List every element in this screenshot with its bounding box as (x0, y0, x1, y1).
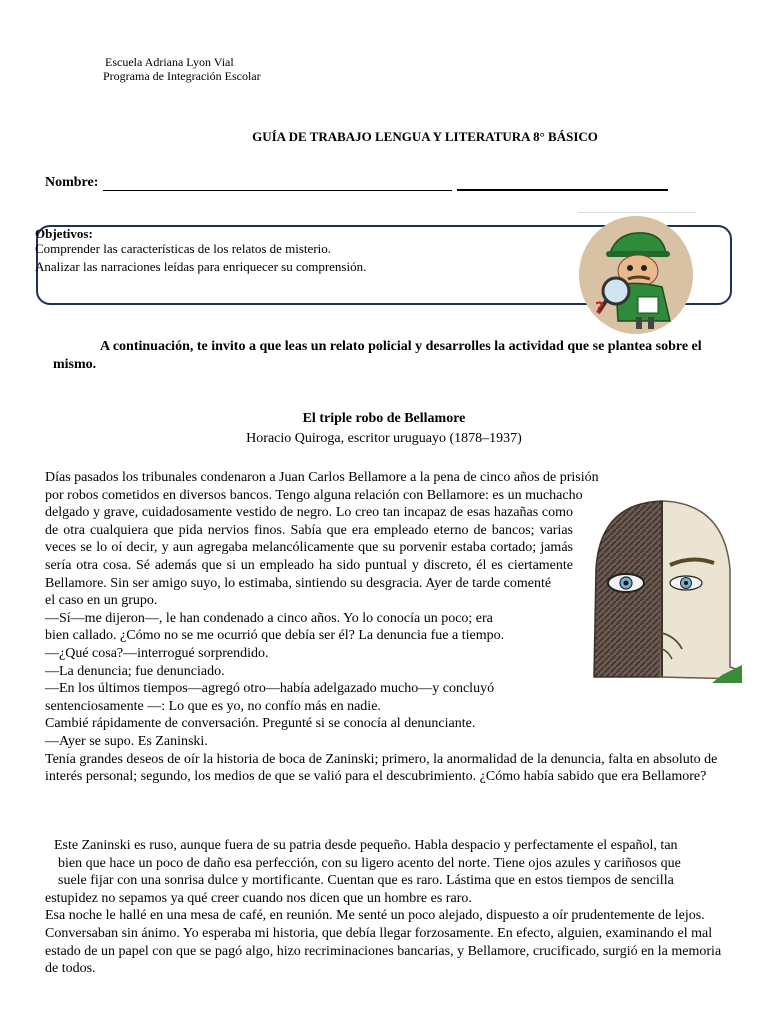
story-text-2 (45, 837, 745, 978)
story-line: Este Zaninski es ruso, aunque fuera de su patria desde pequeño. Habla despacio y perfectamente el español, tan (54, 838, 678, 853)
name-label: Nombre: (45, 175, 99, 190)
story-line: —Ayer se supo. Es Zaninski. (45, 733, 208, 749)
intro-text: A continuación, te invito a que leas un relato policial y desarrolles la actividad que se plantea sobre el mismo. (53, 339, 702, 372)
story-line: por robos cometidos en diversos bancos. Tengo alguna relación con Bellamore: es un muchacho (45, 487, 583, 503)
story-line: Días pasados los tribunales condenaron a Juan Carlos Bellamore a la pena de cinco años de prisión (45, 470, 599, 485)
story-line: —En los últimos tiempos—agregó otro—había adelgazado mucho—y concluyó (45, 681, 495, 697)
story-line: el caso en un grupo. (45, 593, 158, 609)
story-line: sentenciosamente —: Lo que es yo, no confío más en nadie. (45, 698, 381, 714)
school-name: Escuela Adriana Lyon Vial (105, 55, 234, 69)
name-line-2 (457, 189, 668, 191)
guide-title: GUÍA DE TRABAJO LENGUA Y LITERATURA 8° BÁSICO (252, 129, 598, 144)
story-line: —La denuncia; fue denunciado. (45, 663, 225, 679)
story-paragraph: Esa noche le hallé en una mesa de café, en reunión. Me senté un poco alejado, dispuesto a oír prudentemente de lejos. Conversaban sin ánimo. Yo esperaba mi historia, que debía llegar forzosamente. En efecto, alguien, examinando el mal estado de un papel con que se pagó algo, hizo recriminaciones bancarias, y Bellamore, crucificado, surgió en la memoria de todos. (45, 908, 722, 977)
detective-icon (578, 213, 696, 335)
story-line: estupidez no sepamos ya qué creer cuando nos dicen que un hombre es raro. (45, 890, 472, 906)
story-line: —Sí—me dijeron—, le han condenado a cinco años. Yo lo conocía un poco; era (45, 610, 493, 626)
objectives-heading: Objetivos: (35, 226, 93, 241)
story-paragraph: delgado y grave, cuidadosamente vestido de negro. Lo creo tan incapaz de esas hazañas como de otra cualquiera que pida nervios finos. Sabía que era empleado eterno de bancos; varias veces se lo oí decir, y aun agregaba melancólicamente que su porvenir estaba cortado; jamás sería otra cosa. Sé además que si un empleado ha sido puntual y discreto, él es ciertamente Bellamore. Sin ser amigo suyo, lo estimaba, sintiendo su desgracia. Ayer de tarde comenté (45, 505, 573, 591)
story-line: bien que hace un poco de daño esa perfección, con su ligero acento del norte. Tiene ojos azules y cariñosos que (58, 855, 681, 871)
objective-item: Comprender las características de los relatos de misterio. (35, 241, 332, 256)
story-author: Horacio Quiroga, escritor uruguayo (1878–1937) (246, 431, 522, 446)
story-title: El triple robo de Bellamore (302, 411, 466, 426)
story-line: suele fijar con una sonrisa dulce y mortificante. Cuentan que es raro. Lástima que en estos tiempos de sencilla (58, 873, 674, 889)
story-paragraph: Tenía grandes deseos de oír la historia de boca de Zaninski; primero, la anormalidad de la denuncia, falta en absoluto de interés personal; segundo, los medios de que se valió para el descubrimiento. ¿Cómo había sabido que era Bellamore? (45, 751, 718, 785)
svg-text:?: ? (595, 298, 605, 317)
story-line: bien callado. ¿Cómo no se me ocurrió que debía ser él? La denuncia fue a tiempo. (45, 628, 505, 644)
program-name: Programa de Integración Escolar (103, 69, 261, 83)
name-line (103, 190, 452, 191)
story-line: —¿Qué cosa?—interrogué sorprendido. (45, 645, 269, 661)
story-text (45, 469, 742, 786)
objective-item: Analizar las narraciones leídas para enriquecer su comprensión. (35, 259, 367, 274)
story-line: Cambié rápidamente de conversación. Pregunté si se conocía al denunciante. (45, 716, 476, 732)
